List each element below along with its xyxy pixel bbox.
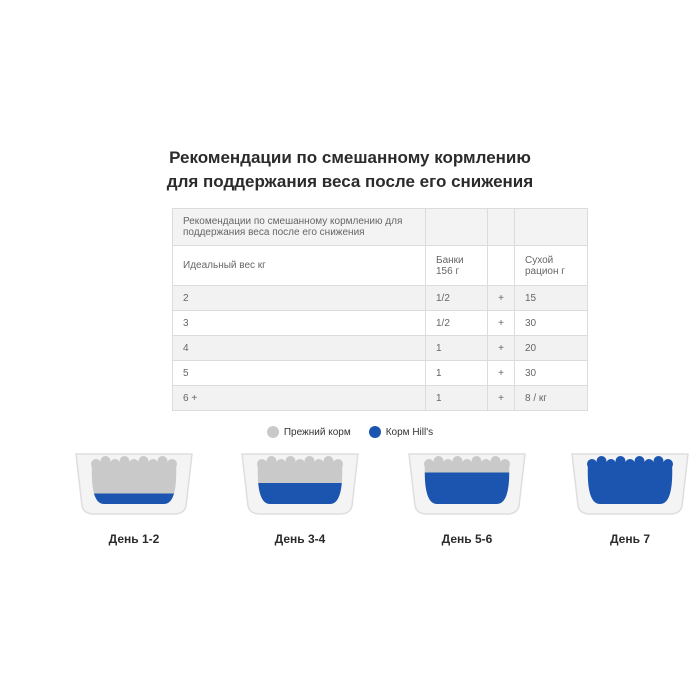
table-body [173,286,588,411]
title-line-1: Рекомендации по смешанному кормлению [169,148,531,167]
table-row [173,386,588,411]
day-label: День 1-2 [108,532,160,546]
cell-weight: 5 [173,361,426,386]
col-weight-header: Идеальный вес кг [173,246,426,286]
title-line-2: для поддержания веса после его снижения [166,172,534,191]
table-header-empty-cell [488,209,515,246]
cell-cans: 1 [426,361,488,386]
table-row [173,311,588,336]
legend-old-food-label: Прежний корм [283,426,351,438]
page-title [0,146,700,194]
cell-plus: + [488,361,515,386]
cell-weight: 2 [173,286,426,311]
table-header-row [173,209,588,246]
old-food-dot-icon [267,426,279,438]
table-row [173,286,588,311]
cell-dry: 30 [515,361,588,386]
table-column-headers [173,246,588,286]
cell-cans: 1 [426,386,488,411]
cell-cans: 1 [426,336,488,361]
cell-dry: 8 / кг [515,386,588,411]
table-header-empty-cell [515,209,588,246]
hills-food-dot-icon [369,426,381,438]
feeding-table [172,208,587,411]
col-dry-header: Сухой рацион г [515,246,588,286]
cell-plus: + [488,336,515,361]
food-bowl-icon [407,448,527,520]
legend [0,426,700,438]
cell-weight: 6 + [173,386,426,411]
cell-dry: 30 [515,311,588,336]
table-row [173,336,588,361]
legend-hills-food-label: Корм Hill's [385,426,434,438]
cell-weight: 3 [173,311,426,336]
cell-plus: + [488,286,515,311]
cell-plus: + [488,386,515,411]
legend-hills-food [369,426,433,438]
day-label: День 3-4 [274,532,326,546]
day-label: День 7 [609,532,650,546]
day-label: День 5-6 [441,532,493,546]
col-cans-header: Банки 156 г [426,246,488,286]
table-row [173,361,588,386]
cell-dry: 15 [515,286,588,311]
legend-old-food [267,426,351,438]
cell-plus: + [488,311,515,336]
feeding-table-grid [172,208,588,411]
table-header-text: Рекомендации по смешанному кормлению для поддержания веса после его снижения [173,209,426,246]
food-bowl-icon [240,448,360,520]
food-bowl-icon [74,448,194,520]
col-plus-header [488,246,515,286]
food-bowl-icon [570,448,690,520]
cell-weight: 4 [173,336,426,361]
cell-dry: 20 [515,336,588,361]
cell-cans: 1/2 [426,311,488,336]
table-header-empty-cell [426,209,488,246]
cell-cans: 1/2 [426,286,488,311]
